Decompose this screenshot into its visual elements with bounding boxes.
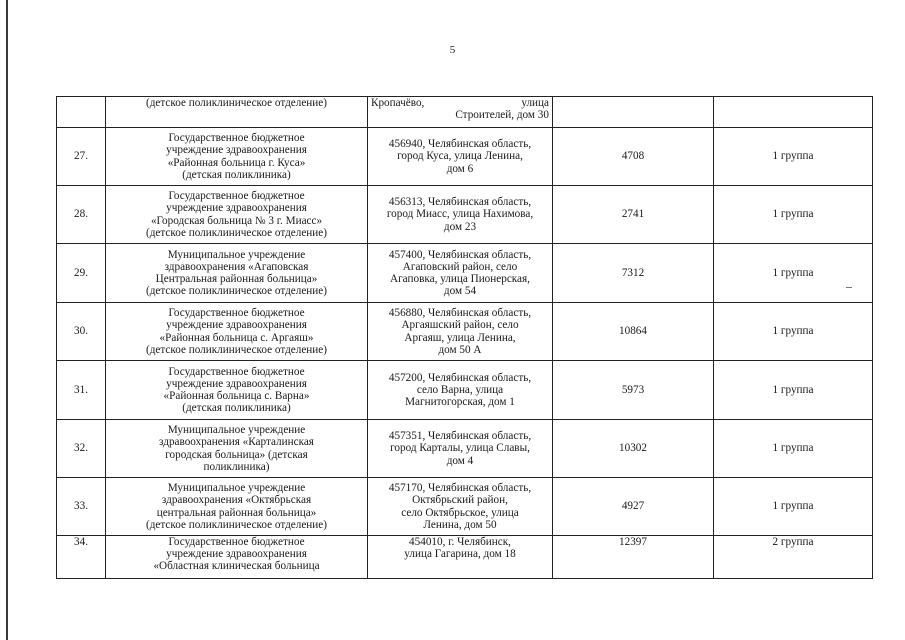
institution-name-line: Центральная районная больница» <box>155 273 318 285</box>
table-row <box>57 536 873 579</box>
population-cell: 10864 <box>553 303 714 361</box>
institution-name-line: здравоохранения «Карталинская <box>159 436 314 449</box>
institution-name-line: (детская поликлиника) <box>182 402 291 415</box>
address-line: 457351, Челябинская область, <box>388 430 532 443</box>
address-cell <box>368 536 553 579</box>
address-line: дом 4 <box>446 454 474 467</box>
address-line: Кропачёво, улица <box>371 97 549 109</box>
group-cell: 1 группа <box>714 186 873 244</box>
address-cell <box>368 186 553 244</box>
institution-name-line: «Областная клиническая больница <box>153 560 320 573</box>
row-number-cell: 28. <box>57 186 106 244</box>
address-line: Ленина, дом 50 <box>423 518 497 531</box>
institution-name-line: Государственное бюджетное <box>168 190 305 203</box>
table-row <box>57 97 873 128</box>
institution-name-cell <box>106 128 368 186</box>
address-line: Агаповский район, село <box>402 260 518 273</box>
institution-name-line: Государственное бюджетное <box>168 307 305 320</box>
institution-name-line: Государственное бюджетное <box>168 365 305 378</box>
address-line: село Варна, улица <box>416 383 504 396</box>
population-cell: 2741 <box>553 186 714 244</box>
institution-name-line: Муниципальное учреждение <box>167 424 306 437</box>
row-number-cell: 33. <box>57 478 106 536</box>
table-row <box>57 186 873 244</box>
table-row <box>57 303 873 361</box>
address-line: дом 50 А <box>438 343 482 356</box>
row-number-cell: 29. <box>57 244 106 303</box>
institution-name-line: Муниципальное учреждение <box>167 248 306 261</box>
institution-name-cell <box>106 536 368 579</box>
institution-name-line: Муниципальное учреждение <box>167 482 306 495</box>
table-row <box>57 244 873 303</box>
address-line: дом 54 <box>443 285 477 298</box>
table-row <box>57 361 873 420</box>
institution-name-line: «Городская больница № 3 г. Миасс» <box>150 214 323 227</box>
scan-left-edge <box>6 0 8 640</box>
address-line: дом 23 <box>443 220 477 233</box>
institution-name-line: «Районная больница с. Варна» <box>163 390 310 402</box>
institution-name-cell <box>106 478 368 536</box>
address-cell <box>368 303 553 361</box>
row-number-cell: 31. <box>57 361 106 420</box>
address-line: 457400, Челябинская область, <box>388 248 532 261</box>
address-cell <box>368 478 553 536</box>
institution-name-line: здравоохранения «Агаповская <box>164 260 309 273</box>
institution-name-line: (детская поликлиника) <box>182 168 291 181</box>
institution-name-line: городская больница» (детская <box>165 448 308 461</box>
institution-name-line: Государственное бюджетное <box>168 536 305 548</box>
row-number-cell: 30. <box>57 303 106 361</box>
address-cell <box>368 420 553 478</box>
institution-name-cell <box>106 97 368 128</box>
address-line: 454010, г. Челябинск, <box>409 536 511 548</box>
address-line: 457170, Челябинская область, <box>388 482 532 495</box>
address-line: Аргаяшский район, село <box>401 319 519 332</box>
population-cell: 7312 <box>553 244 714 303</box>
group-cell: 1 группа <box>714 478 873 536</box>
address-line: Магнитогорская, дом 1 <box>405 396 515 409</box>
address-cell <box>368 128 553 186</box>
address-line: город Миасс, улица Нахимова, <box>386 208 534 221</box>
institution-name-line: «Районная больница с. Аргаяш» <box>159 331 314 344</box>
institution-name-line: (детское поликлиническое отделение) <box>146 97 327 109</box>
page-number: 5 <box>449 44 456 56</box>
institution-name-line: учреждение здравоохранения <box>166 377 307 390</box>
population-cell: 12397 <box>553 536 714 579</box>
group-cell: 1 группа <box>714 244 873 303</box>
address-line: село Октябрьское, улица <box>401 506 519 519</box>
institution-name-line: учреждение здравоохранения <box>166 202 307 215</box>
institution-name-cell <box>106 186 368 244</box>
row-number-cell <box>57 97 106 128</box>
row-number-cell: 34. <box>57 536 106 579</box>
address-line: город Куса, улица Ленина, <box>397 150 523 163</box>
address-line: 456940, Челябинская область, <box>388 138 532 151</box>
institution-name-line: учреждение здравоохранения <box>166 548 307 561</box>
group-cell: 2 группа <box>714 536 873 579</box>
group-cell: 1 группа <box>714 361 873 420</box>
population-cell: 5973 <box>553 361 714 420</box>
institution-name-line: (детское поликлиническое отделение) <box>146 226 327 239</box>
institution-name-line: (детское поликлиническое отделение) <box>146 343 327 356</box>
row-number-cell: 27. <box>57 128 106 186</box>
group-cell: 1 группа <box>714 420 873 478</box>
address-line: город Карталы, улица Славы, <box>390 442 530 455</box>
address-line: дом 6 <box>446 162 474 175</box>
address-line: 456880, Челябинская область, <box>388 307 532 320</box>
table-row <box>57 478 873 536</box>
address-line: Аргаяш, улица Ленина, <box>404 331 516 344</box>
institution-name-cell <box>106 244 368 303</box>
institution-name-line: (детское поликлиническое отделение) <box>146 518 327 531</box>
address-line: Октябрьский район, <box>412 494 508 507</box>
address-cell <box>368 244 553 303</box>
group-cell: 1 группа <box>714 128 873 186</box>
institution-name-line: учреждение здравоохранения <box>166 144 307 157</box>
institution-name-line: здравоохранения «Октябрьская <box>161 494 312 507</box>
address-cell <box>368 97 553 128</box>
institution-name-line: Государственное бюджетное <box>168 132 305 145</box>
institutions-table <box>56 96 873 579</box>
institution-name-cell <box>106 420 368 478</box>
institution-name-line: учреждение здравоохранения <box>166 319 307 332</box>
table-row <box>57 420 873 478</box>
row-number-cell: 32. <box>57 420 106 478</box>
group-cell <box>714 97 873 128</box>
institution-name-cell <box>106 303 368 361</box>
institution-name-line: центральная районная больница» <box>156 506 317 519</box>
institution-name-cell <box>106 361 368 420</box>
institution-name-line: (детское поликлиническое отделение) <box>146 285 327 298</box>
address-line: улица Гагарина, дом 18 <box>404 548 516 561</box>
population-cell: 4708 <box>553 128 714 186</box>
population-cell: 10302 <box>553 420 714 478</box>
address-cell <box>368 361 553 420</box>
address-line: 456313, Челябинская область, <box>388 196 532 209</box>
address-line: Строителей, дом 30 <box>455 109 549 122</box>
address-line: 457200, Челябинская область, <box>388 371 532 384</box>
institution-name-line: поликлиника) <box>203 460 270 473</box>
group-cell: 1 группа <box>714 303 873 361</box>
population-cell: 4927 <box>553 478 714 536</box>
address-line: Агаповка, улица Пионерская, <box>390 273 530 285</box>
population-cell <box>553 97 714 128</box>
table-row <box>57 128 873 186</box>
institution-name-line: «Районная больница г. Куса» <box>167 156 306 169</box>
